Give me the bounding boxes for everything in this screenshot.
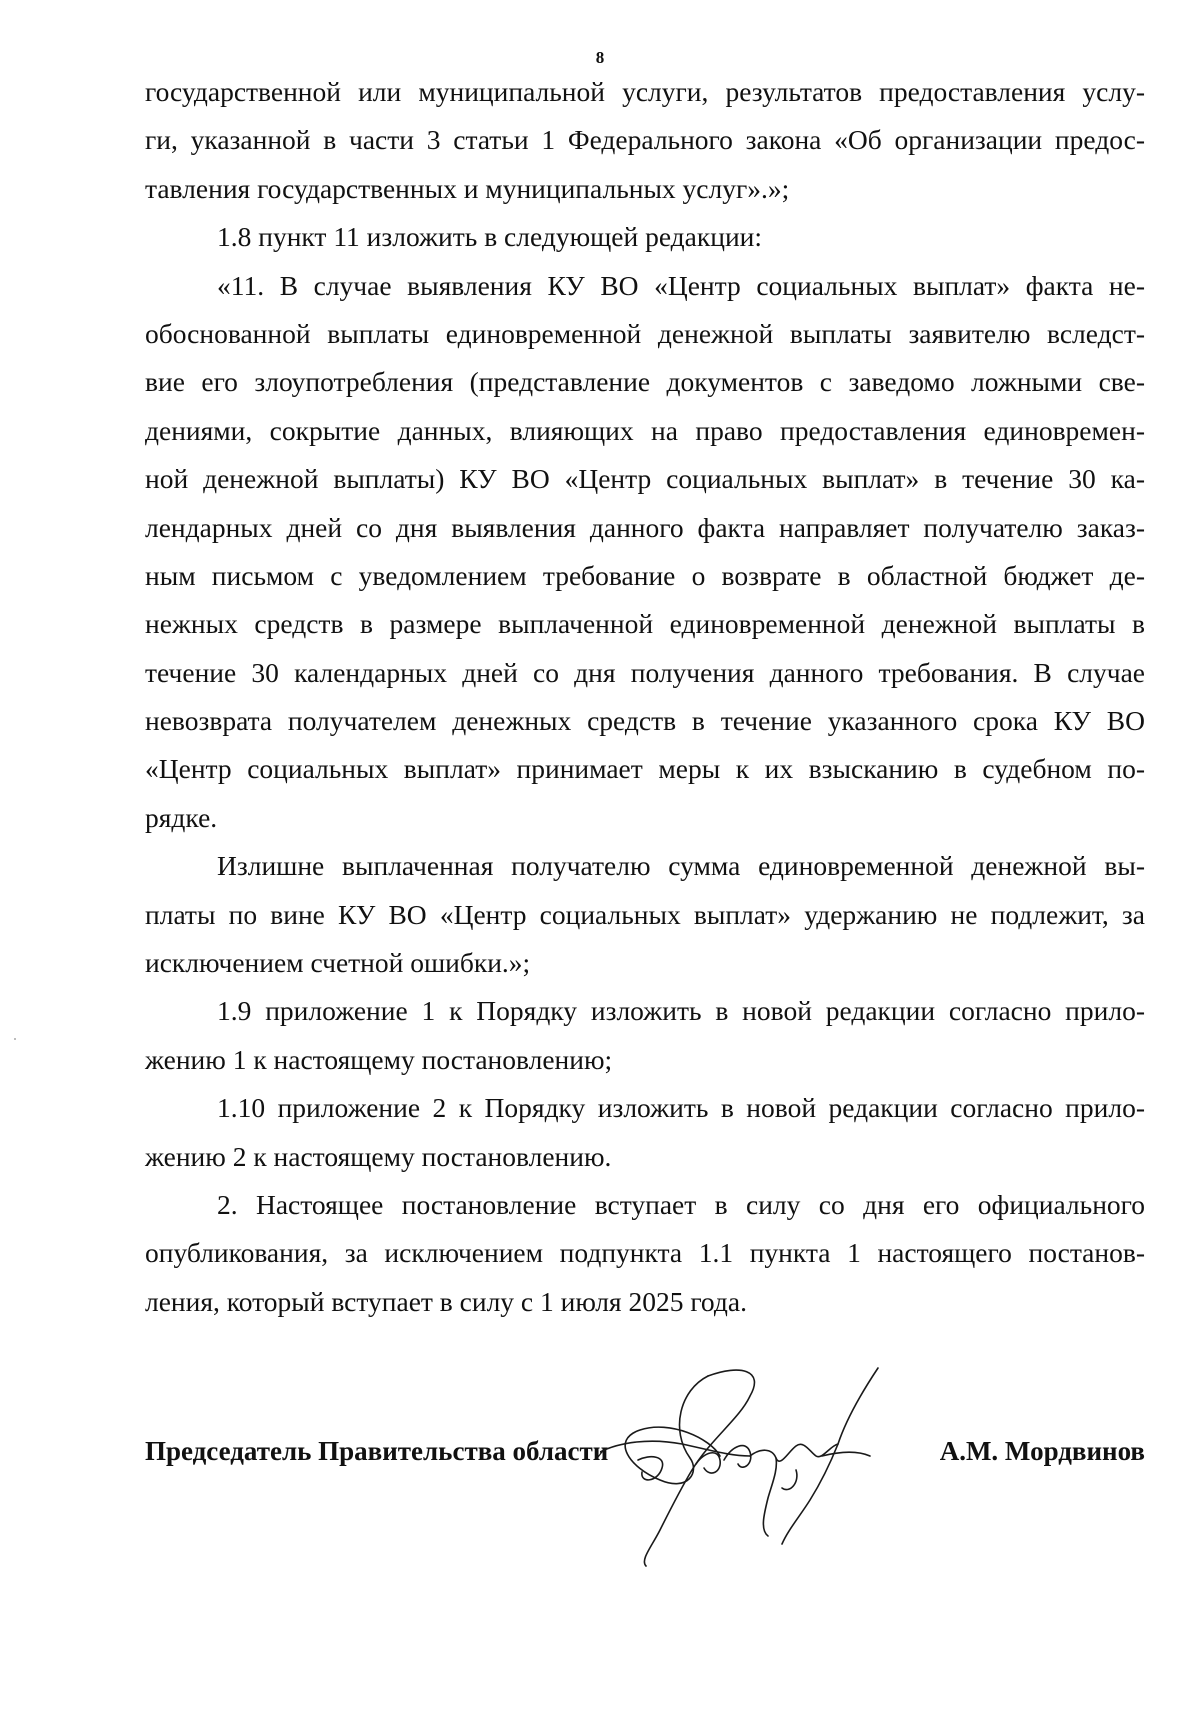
paragraph-line: дениями, сокрытие данных, влияющих на право предоставления единовремен- [145, 414, 1145, 446]
paragraph-line: «11. В случае выявления КУ ВО «Центр социальных выплат» факта не- [217, 269, 1145, 301]
paragraph-line: жению 1 к настоящему постановлению; [145, 1043, 613, 1075]
paragraph-line: ги, указанной в части 3 статьи 1 Федерального закона «Об организации предос- [145, 124, 1145, 156]
paragraph-line: исключением счетной ошибки.»; [145, 947, 531, 979]
scan-dot [14, 1038, 16, 1040]
paragraph-line: ной денежной выплаты) КУ ВО «Центр социальных выплат» в течение 30 ка- [145, 463, 1145, 495]
paragraph-line: 1.8 пункт 11 изложить в следующей редакции: [217, 221, 763, 253]
paragraph-line: Излишне выплаченная получателю сумма единовременной денежной вы- [217, 850, 1145, 882]
paragraph-line: жению 2 к настоящему постановлению. [145, 1140, 612, 1172]
paragraph-line: невозврата получателем денежных средств в течение указанного срока КУ ВО [145, 705, 1145, 737]
paragraph-line: платы по вине КУ ВО «Центр социальных выплат» удержанию не подлежит, за [145, 898, 1145, 930]
paragraph-line: ным письмом с уведомлением требование о возврате в областной бюджет де- [145, 559, 1145, 591]
handwritten-signature [600, 1360, 960, 1590]
page-number: 8 [595, 48, 605, 67]
paragraph-line: опубликования, за исключением подпункта 1.1 пункта 1 настоящего постанов- [145, 1237, 1145, 1269]
paragraph-line: лендарных дней со дня выявления данного факта направляет получателю заказ- [145, 511, 1145, 543]
paragraph-line: «Центр социальных выплат» принимает меры к их взысканию в судебном по- [145, 753, 1145, 785]
paragraph-line: рядке. [145, 801, 218, 833]
signatory-title: Председатель Правительства области [145, 1436, 609, 1466]
paragraph-line: 2. Настоящее постановление вступает в силу со дня его официального [217, 1188, 1145, 1220]
signatory-name: А.М. Мордвинов [939, 1436, 1145, 1466]
paragraph-line: нежных средств в размере выплаченной единовременной денежной выплаты в [145, 608, 1145, 640]
paragraph-line: ления, который вступает в силу с 1 июля 2025 года. [145, 1285, 747, 1317]
paragraph-line: течение 30 календарных дней со дня получения данного требования. В случае [145, 656, 1145, 688]
paragraph-line: обоснованной выплаты единовременной денежной выплаты заявителю вследст- [145, 317, 1145, 349]
paragraph-line: вие его злоупотребления (представление документов с заведомо ложными све- [145, 366, 1145, 398]
document-body [145, 68, 1145, 1326]
paragraph-line: 1.9 приложение 1 к Порядку изложить в новой редакции согласно прило- [217, 995, 1145, 1027]
paragraph-line: государственной или муниципальной услуги, результатов предоставления услу- [145, 76, 1145, 107]
paragraph-line: 1.10 приложение 2 к Порядку изложить в новой редакции согласно прило- [217, 1092, 1145, 1124]
paragraph-line: тавления государственных и муниципальных услуг».»; [145, 172, 790, 204]
